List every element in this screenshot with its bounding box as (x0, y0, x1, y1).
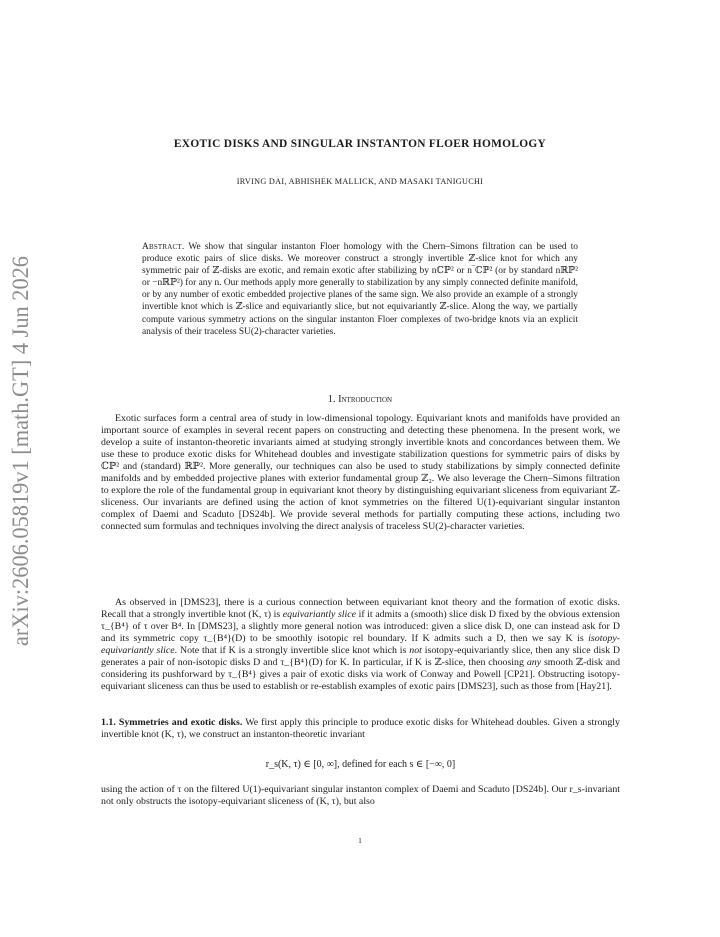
paragraph-2 (101, 597, 620, 693)
page-number: 1 (358, 836, 362, 845)
section-number: 1. (327, 394, 336, 405)
arxiv-watermark-svg (0, 0, 42, 932)
paragraph-4: using the action of τ on the filtered U(1)-equivariant singular instanton complex of Daemi and Scaduto [DS24b]. Our r_s-invariant not only obstructs the isotopy-equivariant sliceness of (K, τ), but also (101, 784, 620, 808)
section-heading (100, 394, 620, 405)
paragraph-2-emphasis-2: isotopy-equivariantly slice (101, 633, 620, 657)
paragraph-2-emphasis-1: equivariantly slice (282, 609, 357, 621)
paragraph-2-text-e: smooth ℤ-disk and considering its pushforward by τ_{B⁴} gives a pair of exotic disks via work of Conway and Powell [CP21]. Obstructing isotopy-equivariant sliceness can thus be used to establish or re-establish examples of exotic pairs [DMS23], such as those from [Hay21]. (101, 657, 621, 693)
arxiv-watermark (0, 0, 42, 932)
abstract-text: We show that singular instanton Floer homology with the Chern–Simons filtration can be used to produce exotic pairs of slice disks. We moreover construct a strongly invertible ℤ-slice knot for which any symmetric pair of ℤ-disks are exotic, and remain exotic after stabilizing by nℂℙ² or n‾ℂℙ² (or by standard nℝℙ² or −nℝℙ²) for any n. Our methods apply more generally to stabilization by any simply connected definite manifold, or by any number of exotic embedded projective planes of the same sign. We also provide an example of a strongly invertible knot which is ℤ-slice and equivariantly slice, but not equivariantly ℤ-slice. Along the way, we partially compute various symmetry actions on the singular instanton Floer complexes of two-bridge knots via an explicit analysis of their traceless SU(2)-character varieties. (142, 242, 578, 337)
paragraph-2-text-c: . Note that if K is a strongly invertible slice knot which is (174, 645, 410, 657)
paper-authors: IRVING DAI, ABHISHEK MALLICK, AND MASAKI TANIGUCHI (236, 177, 484, 186)
display-equation: r_s(K, τ) ∈ [0, ∞], defined for each s ∈ [−∞, 0] (265, 759, 456, 770)
paragraph-2-text-d: isotopy-equivariantly slice, then any slice disk D generates a pair of non-isotopic disks D and τ_{B⁴}(D) for K. In particular, if K is ℤ-slice, then choosing (101, 645, 621, 669)
paragraph-2-text-a: As observed in [DMS23], there is a curious connection between equivariant knot theory and the formation of exotic disks. Recall that a strongly invertible knot (K, τ) is (101, 597, 620, 621)
subsection-heading: 1.1. Symmetries and exotic disks. (101, 717, 243, 728)
abstract-heading: Abstract. (142, 242, 185, 252)
paragraph-3 (101, 717, 620, 741)
abstract (142, 241, 578, 338)
paragraph-1: Exotic surfaces form a central area of study in low-dimensional topology. Equivariant knots and manifolds have provided an important source of examples in several recent papers on constructing and detecting these phenomena. In the present work, we develop a suite of instanton-theoretic invariants aimed at studying strongly invertible knots and concordances between them. We use these to produce exotic disks for Whitehead doubles and investigate stabilization questions for symmetric pairs of disks by ℂℙ² and (standard) ℝℙ². More generally, our techniques can also be used to study stabilizations by simply connected definite manifolds and by embedded projective planes with exterior fundamental group ℤ₂. We also leverage the Chern–Simons filtration to explore the role of the fundamental group in equivariant knot theory by distinguishing equivariant sliceness from equivariant ℤ-sliceness. Our invariants are defined using the action of knot symmetries on the filtered U(1)-equivariant singular instanton complex of Daemi and Scaduto [DS24b]. We provide several methods for partially computing these actions, including two connected sum formulas and techniques involving the direct analysis of traceless SU(2)-character varieties. (101, 413, 620, 533)
section-title: Introduction (338, 394, 393, 405)
paragraph-2-emphasis-4: any (526, 657, 542, 669)
paper-title: EXOTIC DISKS AND SINGULAR INSTANTON FLOER HOMOLOGY (173, 138, 547, 150)
paragraph-3-text: We first apply this principle to produce exotic disks for Whitehead doubles. Given a strongly invertible knot (K, τ), we construct an instanton-theoretic invariant (101, 717, 620, 741)
arxiv-watermark-text: arXiv:2606.05819v1 [math.GT] 4 Jun 2026 (8, 244, 33, 646)
paragraph-2-emphasis-3: not (409, 645, 422, 657)
paragraph-2-text-b: if it admits a (smooth) slice disk D fixed by the obvious extension τ_{B⁴} of τ over B⁴. In [DMS23], a slightly more general notion was introduced: given a slice disk D, one can instead ask for D and its symmetric copy τ_{B⁴}(D) to be smoothly isotopic rel boundary. If K admits such a D, then we say K is (101, 609, 620, 645)
